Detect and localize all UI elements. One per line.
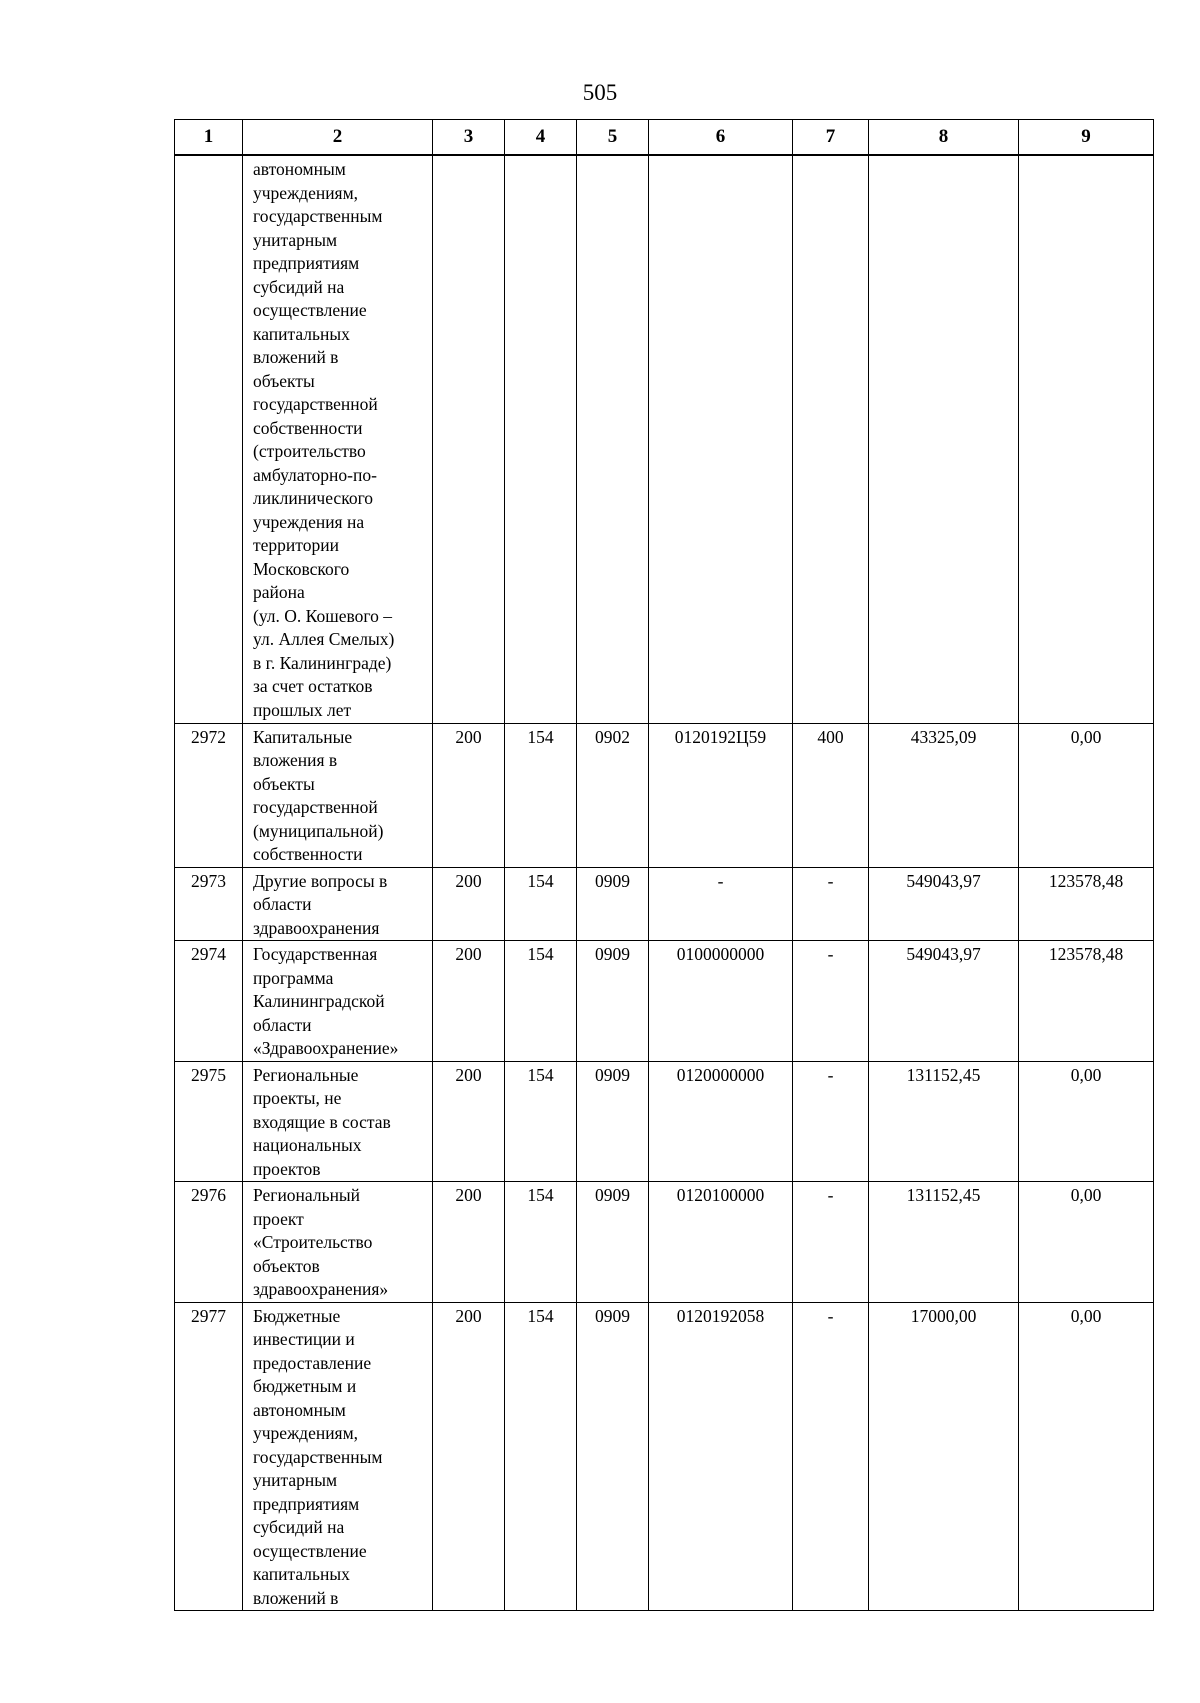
column-3-cell: 200 <box>433 1302 505 1611</box>
column-header: 6 <box>649 120 793 156</box>
row-number-cell: 2977 <box>175 1302 243 1611</box>
amount-column-9-cell: 123578,48 <box>1019 941 1154 1062</box>
column-6-cell: 0120000000 <box>649 1061 793 1182</box>
column-3-cell: 200 <box>433 723 505 867</box>
item-name-cell: Региональные проекты, не входящие в состав национальных проектов <box>243 1061 433 1182</box>
column-3-cell: 200 <box>433 1182 505 1303</box>
row-number-cell: 2973 <box>175 867 243 941</box>
column-3-cell <box>433 155 505 723</box>
amount-column-9-cell: 0,00 <box>1019 723 1154 867</box>
column-7-cell: - <box>793 941 869 1062</box>
column-header: 1 <box>175 120 243 156</box>
column-6-cell: 0120100000 <box>649 1182 793 1303</box>
table-row <box>175 941 1154 1062</box>
amount-column-8-cell: 131152,45 <box>869 1182 1019 1303</box>
amount-column-9-cell: 0,00 <box>1019 1182 1154 1303</box>
column-6-cell: 0100000000 <box>649 941 793 1062</box>
column-6-cell <box>649 155 793 723</box>
amount-column-8-cell: 17000,00 <box>869 1302 1019 1611</box>
column-7-cell: 400 <box>793 723 869 867</box>
row-number-cell <box>175 155 243 723</box>
column-5-cell: 0909 <box>577 941 649 1062</box>
column-7-cell: - <box>793 1302 869 1611</box>
column-3-cell: 200 <box>433 941 505 1062</box>
column-4-cell: 154 <box>505 1182 577 1303</box>
column-4-cell <box>505 155 577 723</box>
column-header: 9 <box>1019 120 1154 156</box>
column-4-cell: 154 <box>505 941 577 1062</box>
column-header: 5 <box>577 120 649 156</box>
column-7-cell: - <box>793 867 869 941</box>
table-row <box>175 155 1154 723</box>
amount-column-9-cell: 0,00 <box>1019 1061 1154 1182</box>
column-7-cell: - <box>793 1061 869 1182</box>
amount-column-8-cell: 131152,45 <box>869 1061 1019 1182</box>
item-name-cell: Капитальные вложения в объекты государственной (муниципальной) собственности <box>243 723 433 867</box>
amount-column-8-cell: 549043,97 <box>869 941 1019 1062</box>
page-number: 505 <box>582 80 618 105</box>
column-header: 3 <box>433 120 505 156</box>
column-6-cell: 0120192Ц59 <box>649 723 793 867</box>
column-3-cell: 200 <box>433 867 505 941</box>
column-5-cell: 0909 <box>577 1061 649 1182</box>
amount-column-9-cell: 0,00 <box>1019 1302 1154 1611</box>
amount-column-8-cell: 549043,97 <box>869 867 1019 941</box>
column-7-cell <box>793 155 869 723</box>
column-header: 8 <box>869 120 1019 156</box>
amount-column-9-cell <box>1019 155 1154 723</box>
column-4-cell: 154 <box>505 867 577 941</box>
item-name-cell: Бюджетные инвестиции и предоставление бюджетным и автономным учреждениям, государственным унитарным предприятиям субсидий на осуществление капитальных вложений в <box>243 1302 433 1611</box>
column-4-cell: 154 <box>505 1302 577 1611</box>
column-6-cell: - <box>649 867 793 941</box>
amount-column-9-cell: 123578,48 <box>1019 867 1154 941</box>
row-number-cell: 2972 <box>175 723 243 867</box>
column-5-cell: 0909 <box>577 867 649 941</box>
table-header-row <box>175 120 1154 156</box>
item-name-cell: Другие вопросы в области здравоохранения <box>243 867 433 941</box>
column-5-cell: 0909 <box>577 1302 649 1611</box>
budget-table <box>174 119 1154 1611</box>
item-name-cell: Региональный проект «Строительство объектов здравоохранения» <box>243 1182 433 1303</box>
column-3-cell: 200 <box>433 1061 505 1182</box>
amount-column-8-cell <box>869 155 1019 723</box>
column-4-cell: 154 <box>505 1061 577 1182</box>
column-header: 7 <box>793 120 869 156</box>
amount-column-8-cell: 43325,09 <box>869 723 1019 867</box>
column-header: 2 <box>243 120 433 156</box>
table-row <box>175 1302 1154 1611</box>
column-4-cell: 154 <box>505 723 577 867</box>
item-name-cell: Государственная программа Калининградской области «Здравоохранение» <box>243 941 433 1062</box>
row-number-cell: 2974 <box>175 941 243 1062</box>
column-5-cell <box>577 155 649 723</box>
column-6-cell: 0120192058 <box>649 1302 793 1611</box>
column-7-cell: - <box>793 1182 869 1303</box>
table-row <box>175 1061 1154 1182</box>
table-row <box>175 867 1154 941</box>
table-row <box>175 723 1154 867</box>
row-number-cell: 2976 <box>175 1182 243 1303</box>
item-name-cell: автономным учреждениям, государственным унитарным предприятиям субсидий на осуществление капитальных вложений в объекты государственной собственности (строительство амбулаторно-по- ликлинического учреждения на территории Московского района (ул. О. Кошевого – ул. Аллея Смелых) в г. Калининграде) за счет остатков прошлых лет <box>243 155 433 723</box>
column-header: 4 <box>505 120 577 156</box>
column-5-cell: 0902 <box>577 723 649 867</box>
row-number-cell: 2975 <box>175 1061 243 1182</box>
table-row <box>175 1182 1154 1303</box>
column-5-cell: 0909 <box>577 1182 649 1303</box>
